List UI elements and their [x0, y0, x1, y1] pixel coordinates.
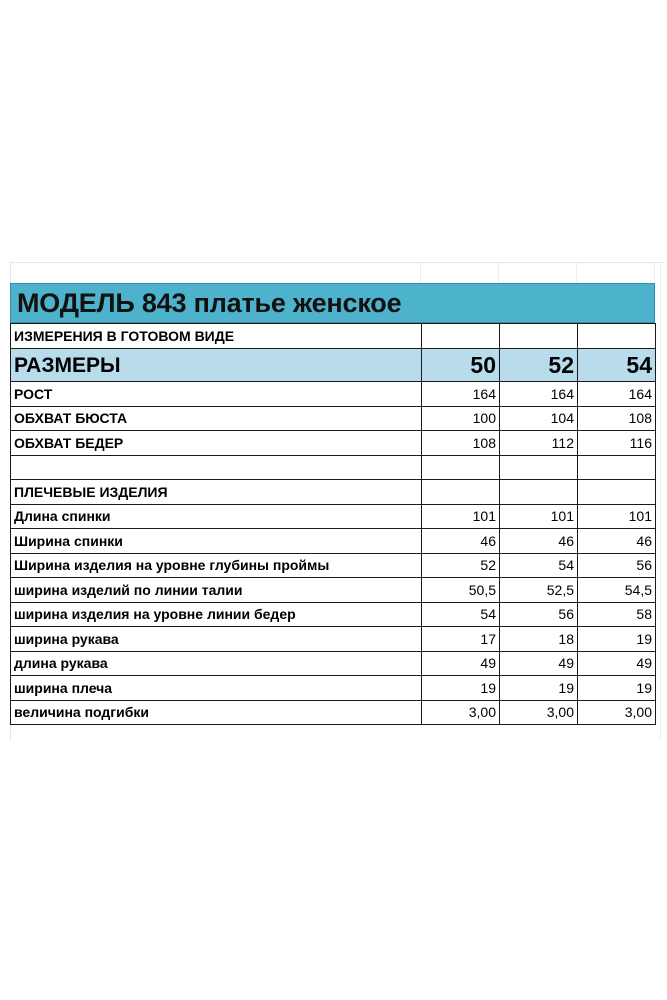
size-table [10, 323, 656, 725]
row-value[interactable] [578, 480, 656, 505]
row-label[interactable]: длина рукава [11, 651, 422, 676]
row-label[interactable]: РОСТ [11, 382, 422, 407]
grid-line [498, 263, 499, 283]
row-value[interactable]: 17 [422, 627, 500, 652]
row-value[interactable]: 19 [422, 676, 500, 701]
row-value[interactable]: 46 [500, 529, 578, 554]
row-value[interactable]: 46 [422, 529, 500, 554]
row-value[interactable]: 108 [578, 406, 656, 431]
sizes-header-row [11, 349, 656, 382]
empty-cell[interactable] [422, 324, 500, 349]
section-label[interactable]: ПЛЕЧЕВЫЕ ИЗДЕЛИЯ [11, 480, 422, 505]
empty-cell[interactable] [500, 324, 578, 349]
row-value[interactable] [422, 455, 500, 480]
row-value[interactable]: 49 [578, 651, 656, 676]
table-row [11, 382, 656, 407]
row-value[interactable]: 112 [500, 431, 578, 456]
subtitle-row [11, 324, 656, 349]
row-label[interactable]: величина подгибки [11, 700, 422, 725]
table-row [11, 651, 656, 676]
table-row [11, 504, 656, 529]
table-row [11, 676, 656, 701]
table-row [11, 700, 656, 725]
row-value[interactable]: 3,00 [422, 700, 500, 725]
row-value[interactable]: 52,5 [500, 578, 578, 603]
row-value[interactable]: 164 [578, 382, 656, 407]
row-value[interactable]: 56 [500, 602, 578, 627]
grid-line [420, 263, 421, 283]
row-value[interactable]: 108 [422, 431, 500, 456]
row-value[interactable]: 3,00 [578, 700, 656, 725]
empty-grid-row [10, 262, 665, 283]
row-value[interactable]: 101 [578, 504, 656, 529]
table-row [11, 431, 656, 456]
table-row [11, 455, 656, 480]
grid-line [654, 263, 655, 283]
grid-line [576, 263, 577, 283]
size-50-header[interactable]: 50 [422, 349, 500, 382]
row-label[interactable]: ширина рукава [11, 627, 422, 652]
table-row [11, 602, 656, 627]
empty-cell[interactable] [578, 324, 656, 349]
table-row [11, 627, 656, 652]
table-row [11, 578, 656, 603]
row-label[interactable]: Ширина спинки [11, 529, 422, 554]
model-title-bar[interactable] [10, 283, 655, 323]
sizes-header-label[interactable]: РАЗМЕРЫ [11, 349, 422, 382]
row-value[interactable]: 46 [578, 529, 656, 554]
row-value[interactable]: 19 [578, 676, 656, 701]
table-row [11, 406, 656, 431]
row-label[interactable]: ширина изделий по линии талии [11, 578, 422, 603]
row-value[interactable]: 49 [422, 651, 500, 676]
row-value[interactable] [578, 455, 656, 480]
row-value[interactable]: 18 [500, 627, 578, 652]
row-label[interactable]: Длина спинки [11, 504, 422, 529]
row-value[interactable]: 52 [422, 553, 500, 578]
table-row [11, 553, 656, 578]
table-row [11, 480, 656, 505]
row-label[interactable]: ширина изделия на уровне линии бедер [11, 602, 422, 627]
row-value[interactable]: 100 [422, 406, 500, 431]
row-label[interactable]: ОБХВАТ БЮСТА [11, 406, 422, 431]
row-value[interactable]: 104 [500, 406, 578, 431]
row-value[interactable]: 164 [500, 382, 578, 407]
row-value[interactable]: 19 [578, 627, 656, 652]
row-value[interactable]: 116 [578, 431, 656, 456]
row-value[interactable] [500, 455, 578, 480]
row-value[interactable]: 19 [500, 676, 578, 701]
model-title: МОДЕЛЬ 843 платье женское [17, 288, 402, 318]
row-label[interactable]: ОБХВАТ БЕДЕР [11, 431, 422, 456]
size-54-header[interactable]: 54 [578, 349, 656, 382]
row-value[interactable]: 50,5 [422, 578, 500, 603]
row-value[interactable]: 101 [422, 504, 500, 529]
table-row [11, 529, 656, 554]
row-label[interactable] [11, 455, 422, 480]
row-value[interactable]: 3,00 [500, 700, 578, 725]
size-52-header[interactable]: 52 [500, 349, 578, 382]
row-value[interactable] [422, 480, 500, 505]
row-value[interactable]: 164 [422, 382, 500, 407]
row-value[interactable]: 54,5 [578, 578, 656, 603]
row-value[interactable]: 49 [500, 651, 578, 676]
row-value[interactable]: 56 [578, 553, 656, 578]
row-value[interactable]: 58 [578, 602, 656, 627]
row-value[interactable]: 54 [500, 553, 578, 578]
row-label[interactable]: Ширина изделия на уровне глубины проймы [11, 553, 422, 578]
row-label[interactable]: ширина плеча [11, 676, 422, 701]
subtitle-cell[interactable]: ИЗМЕРЕНИЯ В ГОТОВОМ ВИДЕ [11, 324, 422, 349]
row-value[interactable] [500, 480, 578, 505]
row-value[interactable]: 101 [500, 504, 578, 529]
grid-line [660, 262, 661, 740]
row-value[interactable]: 54 [422, 602, 500, 627]
